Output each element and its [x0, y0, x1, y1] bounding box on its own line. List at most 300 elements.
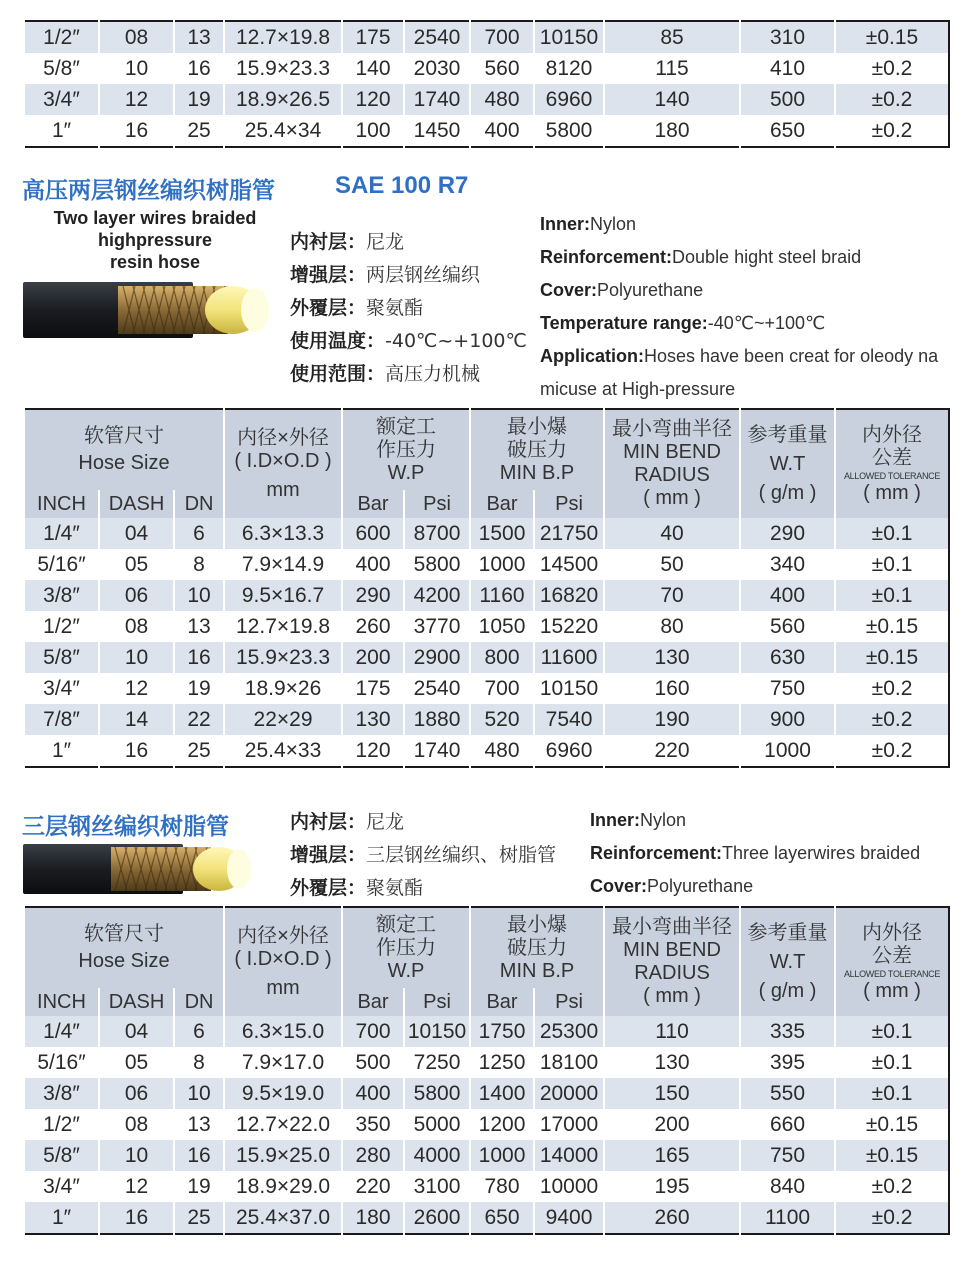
cell-wp-psi: 2900: [404, 642, 470, 673]
cell-tolerance: ±0.2: [835, 1202, 949, 1234]
spec-value: micuse at High-pressure: [540, 379, 736, 399]
cell-wp-psi: 4200: [404, 580, 470, 611]
cell-weight: 410: [740, 53, 835, 84]
cell-bp-psi: 5800: [534, 115, 604, 147]
cell-id-od: 12.7×19.8: [224, 21, 342, 53]
cell-tolerance: ±0.15: [835, 642, 949, 673]
cell-bp-psi: 14500: [534, 549, 604, 580]
cell-dn: 25: [174, 1202, 224, 1234]
cell-tolerance: ±0.1: [835, 1016, 949, 1047]
cell-dn: 13: [174, 21, 224, 53]
cell-inch: 1/4″: [24, 518, 99, 549]
hose-caption: [30, 207, 280, 273]
cell-inch: 5/16″: [24, 549, 99, 580]
cell-weight: 900: [740, 704, 835, 735]
cell-weight: 560: [740, 611, 835, 642]
cell-wp-bar: 220: [342, 1171, 404, 1202]
cell-dn: 25: [174, 735, 224, 767]
header-text: ( I.D×O.D ): [234, 947, 332, 970]
spec-label: Temperature range:: [540, 313, 708, 333]
header-bp: [470, 907, 604, 988]
cell-inch: 1″: [24, 115, 99, 147]
cell-dn: 16: [174, 1140, 224, 1171]
header-text: 最小爆: [507, 415, 568, 438]
cell-dn: 8: [174, 549, 224, 580]
spec-line: [540, 373, 963, 406]
header-dn: DN: [174, 988, 224, 1016]
cell-dash: 16: [99, 735, 174, 767]
cell-bp-psi: 11600: [534, 642, 604, 673]
cell-wp-bar: 400: [342, 549, 404, 580]
spec-label: Application:: [540, 346, 644, 366]
table-row: [24, 518, 949, 549]
spec-label: Reinforcement:: [590, 843, 723, 863]
cell-bp-psi: 10150: [534, 21, 604, 53]
cell-bp-bar: 560: [470, 53, 534, 84]
cell-bp-bar: 800: [470, 642, 534, 673]
cell-id-od: 18.9×29.0: [224, 1171, 342, 1202]
cell-dash: 12: [99, 673, 174, 704]
cell-wp-psi: 8700: [404, 518, 470, 549]
spec-table-top: [23, 20, 950, 148]
cell-weight: 1000: [740, 735, 835, 767]
header-text: 破压力: [507, 438, 568, 461]
spec-line: [590, 804, 960, 837]
cell-inch: 3/4″: [24, 673, 99, 704]
header-text: Hose Size: [78, 452, 170, 474]
cell-inch: 3/8″: [24, 580, 99, 611]
table-row: [24, 580, 949, 611]
cell-weight: 310: [740, 21, 835, 53]
cell-wp-psi: 2030: [404, 53, 470, 84]
cell-bend-radius: 50: [604, 549, 740, 580]
cell-weight: 840: [740, 1171, 835, 1202]
cell-wp-psi: 5800: [404, 549, 470, 580]
header-text: ( g/m ): [758, 979, 817, 1002]
spec-label: 外覆层：: [290, 877, 367, 899]
cell-tolerance: ±0.2: [835, 53, 949, 84]
cell-wp-bar: 140: [342, 53, 404, 84]
cell-bp-psi: 15220: [534, 611, 604, 642]
cell-dash: 06: [99, 580, 174, 611]
header-weight: [740, 409, 835, 518]
cell-dn: 19: [174, 84, 224, 115]
spec-value: 聚氨酯: [366, 297, 424, 319]
spec-list-en: [590, 804, 960, 903]
cell-bp-bar: 1500: [470, 518, 534, 549]
header-text: 软管尺寸: [84, 923, 164, 945]
section-title-cn: 三层钢丝编织树脂管: [22, 814, 229, 840]
table-row: [24, 84, 949, 115]
cell-dash: 04: [99, 1016, 174, 1047]
cell-dn: 10: [174, 580, 224, 611]
cell-tolerance: ±0.15: [835, 611, 949, 642]
cell-dash: 14: [99, 704, 174, 735]
cell-id-od: 15.9×23.3: [224, 642, 342, 673]
cell-id-od: 9.5×19.0: [224, 1078, 342, 1109]
cell-wp-bar: 400: [342, 1078, 404, 1109]
header-bp-psi: Psi: [534, 988, 604, 1016]
cell-tolerance: ±0.2: [835, 115, 949, 147]
cell-bp-bar: 1200: [470, 1109, 534, 1140]
spec-label: 内衬层：: [290, 231, 367, 253]
header-text: ( mm ): [863, 979, 921, 1002]
cell-dash: 06: [99, 1078, 174, 1109]
spec-value: Nylon: [640, 810, 687, 830]
cell-tolerance: ±0.1: [835, 1047, 949, 1078]
cell-dn: 16: [174, 53, 224, 84]
spec-value: 两层钢丝编织: [366, 264, 481, 286]
header-text: 作压力: [376, 438, 437, 461]
spec-line: [590, 870, 960, 903]
cell-inch: 7/8″: [24, 704, 99, 735]
cell-dash: 12: [99, 1171, 174, 1202]
cell-bp-psi: 17000: [534, 1109, 604, 1140]
cell-wp-bar: 350: [342, 1109, 404, 1140]
header-text: 公差: [872, 446, 913, 469]
table-row: [24, 1016, 949, 1047]
cell-wp-bar: 120: [342, 735, 404, 767]
cell-id-od: 12.7×22.0: [224, 1109, 342, 1140]
spec-line: [540, 340, 963, 373]
header-text: 内径×外径: [237, 924, 329, 947]
table-row: [24, 115, 949, 147]
cell-bend-radius: 130: [604, 642, 740, 673]
spec-line: [290, 872, 556, 905]
spec-value: 高压力机械: [385, 363, 481, 385]
cell-inch: 5/8″: [24, 1140, 99, 1171]
cell-inch: 5/8″: [24, 642, 99, 673]
spec-label: 增强层：: [290, 844, 367, 866]
caption-line: highpressure: [97, 230, 213, 250]
cell-bend-radius: 150: [604, 1078, 740, 1109]
cell-dash: 12: [99, 84, 174, 115]
header-text: MIN B.P: [499, 959, 575, 982]
table-row: [24, 642, 949, 673]
cell-dash: 05: [99, 1047, 174, 1078]
header-tolerance: [835, 409, 949, 518]
spec-line: [290, 358, 527, 391]
cell-weight: 395: [740, 1047, 835, 1078]
cell-id-od: 25.4×37.0: [224, 1202, 342, 1234]
header-text: ( mm ): [643, 487, 701, 509]
cell-tolerance: ±0.2: [835, 735, 949, 767]
cell-tolerance: ±0.15: [835, 1109, 949, 1140]
spec-value: 尼龙: [366, 231, 405, 253]
header-text: ALLOWED TOLERANCE: [843, 968, 941, 979]
header-weight: [740, 907, 835, 1016]
cell-tolerance: ±0.2: [835, 704, 949, 735]
cell-id-od: 7.9×14.9: [224, 549, 342, 580]
cell-dn: 8: [174, 1047, 224, 1078]
cell-dash: 05: [99, 549, 174, 580]
spec-line: [290, 292, 527, 325]
cell-inch: 1/2″: [24, 1109, 99, 1140]
cell-wp-bar: 700: [342, 1016, 404, 1047]
spec-line: [540, 208, 963, 241]
header-text: 最小爆: [507, 913, 568, 936]
spec-line: [540, 307, 963, 340]
cell-wp-bar: 280: [342, 1140, 404, 1171]
spec-label: 增强层：: [290, 264, 367, 286]
cell-id-od: 12.7×19.8: [224, 611, 342, 642]
hose-three-layer-image: [23, 842, 253, 896]
cell-wp-psi: 1450: [404, 115, 470, 147]
header-id-od: [224, 907, 342, 1016]
cell-bp-psi: 21750: [534, 518, 604, 549]
header-text: Hose Size: [78, 950, 170, 972]
cell-inch: 3/8″: [24, 1078, 99, 1109]
spec-line: [290, 226, 527, 259]
cell-inch: 1″: [24, 735, 99, 767]
header-tolerance: [835, 907, 949, 1016]
header-bend-radius: [604, 409, 740, 518]
header-text: ( mm ): [643, 985, 701, 1007]
cell-tolerance: ±0.2: [835, 673, 949, 704]
cell-wp-psi: 5800: [404, 1078, 470, 1109]
cell-bend-radius: 130: [604, 1047, 740, 1078]
cell-inch: 1″: [24, 1202, 99, 1234]
table-row: [24, 53, 949, 84]
cell-wp-psi: 1880: [404, 704, 470, 735]
header-text: 软管尺寸: [84, 425, 164, 447]
table-row: [24, 1202, 949, 1234]
cell-bp-bar: 780: [470, 1171, 534, 1202]
spec-line: [290, 325, 527, 358]
cell-bp-bar: 1000: [470, 549, 534, 580]
cell-bp-psi: 14000: [534, 1140, 604, 1171]
header-text: RADIUS: [634, 464, 710, 486]
cell-tolerance: ±0.2: [835, 84, 949, 115]
cell-weight: 400: [740, 580, 835, 611]
cell-dash: 08: [99, 611, 174, 642]
cell-id-od: 18.9×26: [224, 673, 342, 704]
cell-weight: 750: [740, 673, 835, 704]
cell-dn: 19: [174, 673, 224, 704]
cell-bp-bar: 520: [470, 704, 534, 735]
cell-bend-radius: 70: [604, 580, 740, 611]
cell-bp-psi: 16820: [534, 580, 604, 611]
cell-id-od: 7.9×17.0: [224, 1047, 342, 1078]
header-wp-bar: Bar: [342, 988, 404, 1016]
cell-id-od: 25.4×33: [224, 735, 342, 767]
header-inch: INCH: [24, 988, 99, 1016]
table-row: [24, 1171, 949, 1202]
cell-bp-bar: 1050: [470, 611, 534, 642]
spec-value: 三层钢丝编织、树脂管: [366, 844, 557, 866]
cell-bend-radius: 110: [604, 1016, 740, 1047]
cell-wp-psi: 3100: [404, 1171, 470, 1202]
cell-bp-bar: 1400: [470, 1078, 534, 1109]
cell-tolerance: ±0.1: [835, 549, 949, 580]
cell-tolerance: ±0.2: [835, 1171, 949, 1202]
cell-wp-bar: 200: [342, 642, 404, 673]
cell-bp-bar: 480: [470, 84, 534, 115]
cell-tolerance: ±0.1: [835, 580, 949, 611]
header-text: 额定工: [376, 913, 437, 936]
cell-dash: 10: [99, 642, 174, 673]
spec-value: Three layerwires braided: [722, 843, 921, 863]
cell-bend-radius: 40: [604, 518, 740, 549]
cell-wp-bar: 120: [342, 84, 404, 115]
cell-weight: 290: [740, 518, 835, 549]
cell-wp-bar: 260: [342, 611, 404, 642]
cell-weight: 500: [740, 84, 835, 115]
cell-wp-bar: 290: [342, 580, 404, 611]
cell-wp-psi: 3770: [404, 611, 470, 642]
cell-inch: 1/4″: [24, 1016, 99, 1047]
header-text: ( I.D×O.D ): [234, 449, 332, 472]
spec-label: 内衬层：: [290, 811, 367, 833]
cell-dn: 13: [174, 1109, 224, 1140]
header-text: ( mm ): [863, 481, 921, 504]
cell-tolerance: ±0.15: [835, 21, 949, 53]
table-row: [24, 673, 949, 704]
header-bp-bar: Bar: [470, 490, 534, 518]
cell-weight: 1100: [740, 1202, 835, 1234]
cell-tolerance: ±0.1: [835, 518, 949, 549]
cell-bp-psi: 9400: [534, 1202, 604, 1234]
cell-inch: 3/4″: [24, 1171, 99, 1202]
cell-bp-bar: 1750: [470, 1016, 534, 1047]
table-row: [24, 21, 949, 53]
spec-value: 聚氨酯: [366, 877, 424, 899]
cell-bp-psi: 6960: [534, 735, 604, 767]
cell-wp-bar: 100: [342, 115, 404, 147]
cell-bp-bar: 1160: [470, 580, 534, 611]
cell-inch: 1/2″: [24, 611, 99, 642]
cell-bp-psi: 25300: [534, 1016, 604, 1047]
spec-label: Cover:: [590, 876, 648, 896]
header-text: W.T: [769, 452, 806, 475]
cell-wp-psi: 4000: [404, 1140, 470, 1171]
header-dash: DASH: [99, 988, 174, 1016]
spec-value: -40℃~+100℃: [707, 313, 826, 333]
spec-label: 使用范围：: [290, 363, 386, 385]
header-text: 内外径: [862, 921, 923, 944]
cell-id-od: 25.4×34: [224, 115, 342, 147]
cell-wp-psi: 7250: [404, 1047, 470, 1078]
spec-value: Nylon: [590, 214, 637, 234]
caption-line: Two layer wires braided: [53, 208, 257, 228]
header-hose-size: [24, 907, 224, 988]
cell-dn: 10: [174, 1078, 224, 1109]
cell-weight: 340: [740, 549, 835, 580]
cell-id-od: 22×29: [224, 704, 342, 735]
spec-label: Inner:: [590, 810, 641, 830]
spec-list-en: [540, 208, 963, 406]
cell-wp-bar: 130: [342, 704, 404, 735]
spec-label: 外覆层：: [290, 297, 367, 319]
cell-bp-bar: 700: [470, 21, 534, 53]
table-row: [24, 735, 949, 767]
cell-id-od: 18.9×26.5: [224, 84, 342, 115]
header-text: 公差: [872, 944, 913, 967]
header-bp-bar: Bar: [470, 988, 534, 1016]
header-dash: DASH: [99, 490, 174, 518]
cell-bend-radius: 85: [604, 21, 740, 53]
header-bend-radius: [604, 907, 740, 1016]
cell-dash: 16: [99, 1202, 174, 1234]
spec-label: Reinforcement:: [540, 247, 673, 267]
header-text: 内径×外径: [237, 426, 329, 449]
header-text: mm: [266, 478, 300, 501]
cell-wp-psi: 2600: [404, 1202, 470, 1234]
header-text: MIN BEND: [623, 939, 721, 961]
cell-bend-radius: 180: [604, 115, 740, 147]
cell-bend-radius: 160: [604, 673, 740, 704]
cell-bp-bar: 480: [470, 735, 534, 767]
header-text: 参考重量: [747, 423, 828, 446]
header-text: 额定工: [376, 415, 437, 438]
cell-dn: 22: [174, 704, 224, 735]
header-wp-bar: Bar: [342, 490, 404, 518]
spec-value: Polyurethane: [597, 280, 704, 300]
header-text: MIN B.P: [499, 461, 575, 484]
cell-bp-psi: 8120: [534, 53, 604, 84]
header-text: 作压力: [376, 936, 437, 959]
cell-bp-psi: 6960: [534, 84, 604, 115]
header-text: W.T: [769, 950, 806, 973]
cell-dn: 16: [174, 642, 224, 673]
spec-list-cn: [290, 806, 556, 905]
cell-bend-radius: 140: [604, 84, 740, 115]
spec-table-three-layer: [23, 906, 950, 1235]
section-title-sae: SAE 100 R7: [335, 172, 469, 199]
cell-bend-radius: 190: [604, 704, 740, 735]
cell-bend-radius: 220: [604, 735, 740, 767]
cell-bp-bar: 1000: [470, 1140, 534, 1171]
spec-line: [290, 259, 527, 292]
hose-two-layer-image: [23, 278, 273, 342]
cell-dn: 6: [174, 518, 224, 549]
header-bp: [470, 409, 604, 490]
spec-value: -40℃~+100℃: [385, 330, 527, 352]
table-row: [24, 704, 949, 735]
cell-tolerance: ±0.15: [835, 1140, 949, 1171]
table-row: [24, 1047, 949, 1078]
spec-table-r7: [23, 408, 950, 768]
cell-weight: 660: [740, 1109, 835, 1140]
cell-wp-bar: 175: [342, 673, 404, 704]
cell-bp-psi: 10150: [534, 673, 604, 704]
cell-wp-bar: 600: [342, 518, 404, 549]
table-row: [24, 1140, 949, 1171]
spec-line: [290, 839, 556, 872]
header-hose-size: [24, 409, 224, 490]
cell-bp-bar: 1250: [470, 1047, 534, 1078]
cell-weight: 335: [740, 1016, 835, 1047]
cell-dash: 16: [99, 115, 174, 147]
table-row: [24, 1078, 949, 1109]
cell-id-od: 15.9×25.0: [224, 1140, 342, 1171]
cell-wp-psi: 10150: [404, 1016, 470, 1047]
header-text: 最小弯曲半径: [612, 916, 733, 938]
cell-dash: 10: [99, 53, 174, 84]
cell-weight: 550: [740, 1078, 835, 1109]
cell-dash: 08: [99, 21, 174, 53]
cell-id-od: 6.3×15.0: [224, 1016, 342, 1047]
cell-wp-bar: 175: [342, 21, 404, 53]
spec-line: [590, 837, 960, 870]
spec-value: Polyurethane: [647, 876, 754, 896]
header-text: 内外径: [862, 423, 923, 446]
header-text: ( g/m ): [758, 481, 817, 504]
spec-value: Hoses have been creat for oleody na: [644, 346, 939, 366]
spec-line: [290, 806, 556, 839]
cell-wp-psi: 2540: [404, 21, 470, 53]
cell-inch: 5/16″: [24, 1047, 99, 1078]
